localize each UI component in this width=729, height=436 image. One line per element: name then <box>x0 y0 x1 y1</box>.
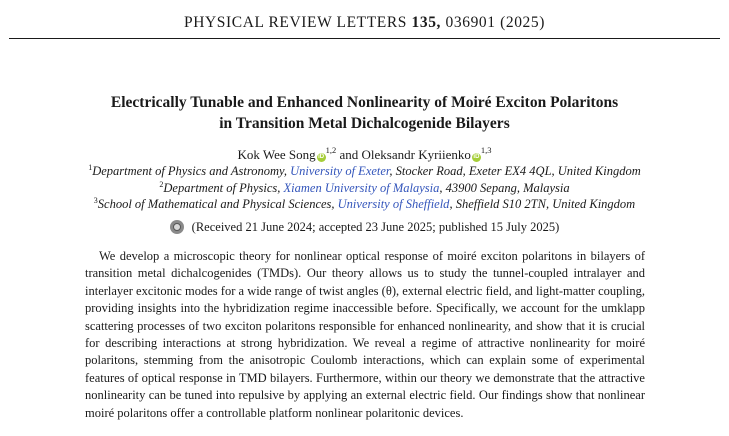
check-for-updates-icon[interactable] <box>170 220 184 234</box>
abstract <box>85 248 645 422</box>
article-number: 036901 (2025) <box>445 14 546 31</box>
journal-name: PHYSICAL REVIEW LETTERS <box>183 14 408 31</box>
title-line-2: in Transition Metal Dichalcogenide Bilayers <box>219 115 510 132</box>
affiliation-dept: School of Mathematical and Physical Sciences, <box>97 197 338 211</box>
affiliation-dept: Department of Physics, <box>163 180 284 195</box>
affiliation-item <box>0 196 729 213</box>
university-link[interactable]: University of Exeter <box>290 164 390 178</box>
affiliation-address: , Sheffield S10 2TN, United Kingdom <box>449 197 636 211</box>
affiliation-address: , Stocker Road, Exeter EX4 4QL, United Kingdom <box>389 164 641 178</box>
journal-header <box>0 14 729 32</box>
affiliation-address: , 43900 Sepang, Malaysia <box>439 180 570 195</box>
author-name[interactable]: Kok Wee Song <box>237 147 316 162</box>
author-affil-ref: 1,2 <box>325 145 337 155</box>
publication-dates <box>0 219 729 236</box>
university-link[interactable]: University of Sheffield <box>337 197 450 211</box>
affiliation-dept: Department of Physics and Astronomy, <box>92 164 291 178</box>
journal-volume: 135, <box>411 14 442 31</box>
affiliation-number: 3 <box>93 196 98 205</box>
author-list <box>0 146 729 163</box>
paper-title <box>0 92 729 134</box>
header-rule <box>9 38 720 39</box>
author-separator: and <box>339 147 359 162</box>
affiliations <box>0 163 729 213</box>
university-link[interactable]: Xiamen University of Malaysia <box>283 180 440 195</box>
orcid-icon[interactable]: iD <box>318 154 325 160</box>
affiliation-number: 1 <box>88 163 93 172</box>
affiliation-item <box>0 163 729 180</box>
orcid-icon[interactable]: iD <box>473 154 480 160</box>
affiliation-number: 2 <box>159 179 164 189</box>
title-line-1: Electrically Tunable and Enhanced Nonlinearity of Moiré Exciton Polaritons <box>110 94 619 111</box>
author-affil-ref: 1,3 <box>480 145 492 155</box>
abstract-text: We develop a microscopic theory for nonlinear optical response of moiré exciton polaritons in bilayers of transition metal dichalcogenides (TMDs). Our theory allows us to study the tunnel-coupled intralayer and interlayer excitonic modes for a wide range of twist angles (θ), external electric field, and light-matter coupling, providing insights into the hybridization regime inaccessible before. Specifically, we account for the umklapp scattering processes of two exciton polaritons responsible for enhanced nonlinearity, and show that it is crucial for describing interactions at strong hybridization. We reveal a regime of attractive nonlinearity for moiré polaritons, stemming from the anisotropic Coulomb interactions, which can explain some of experimental features of optical response in TMD bilayers. Furthermore, within our theory we demonstrate that the attractive nonlinearity can be tuned into repulsive by applying an external electric field. Our findings show that nonlinear moiré polaritons offer a controllable platform nonlinear polaritonic devices. <box>85 249 645 420</box>
affiliation-item <box>0 180 729 197</box>
author-name[interactable]: Oleksandr Kyriienko <box>361 147 471 162</box>
dates-text: (Received 21 June 2024; accepted 23 June 2025; published 15 July 2025) <box>191 220 560 234</box>
